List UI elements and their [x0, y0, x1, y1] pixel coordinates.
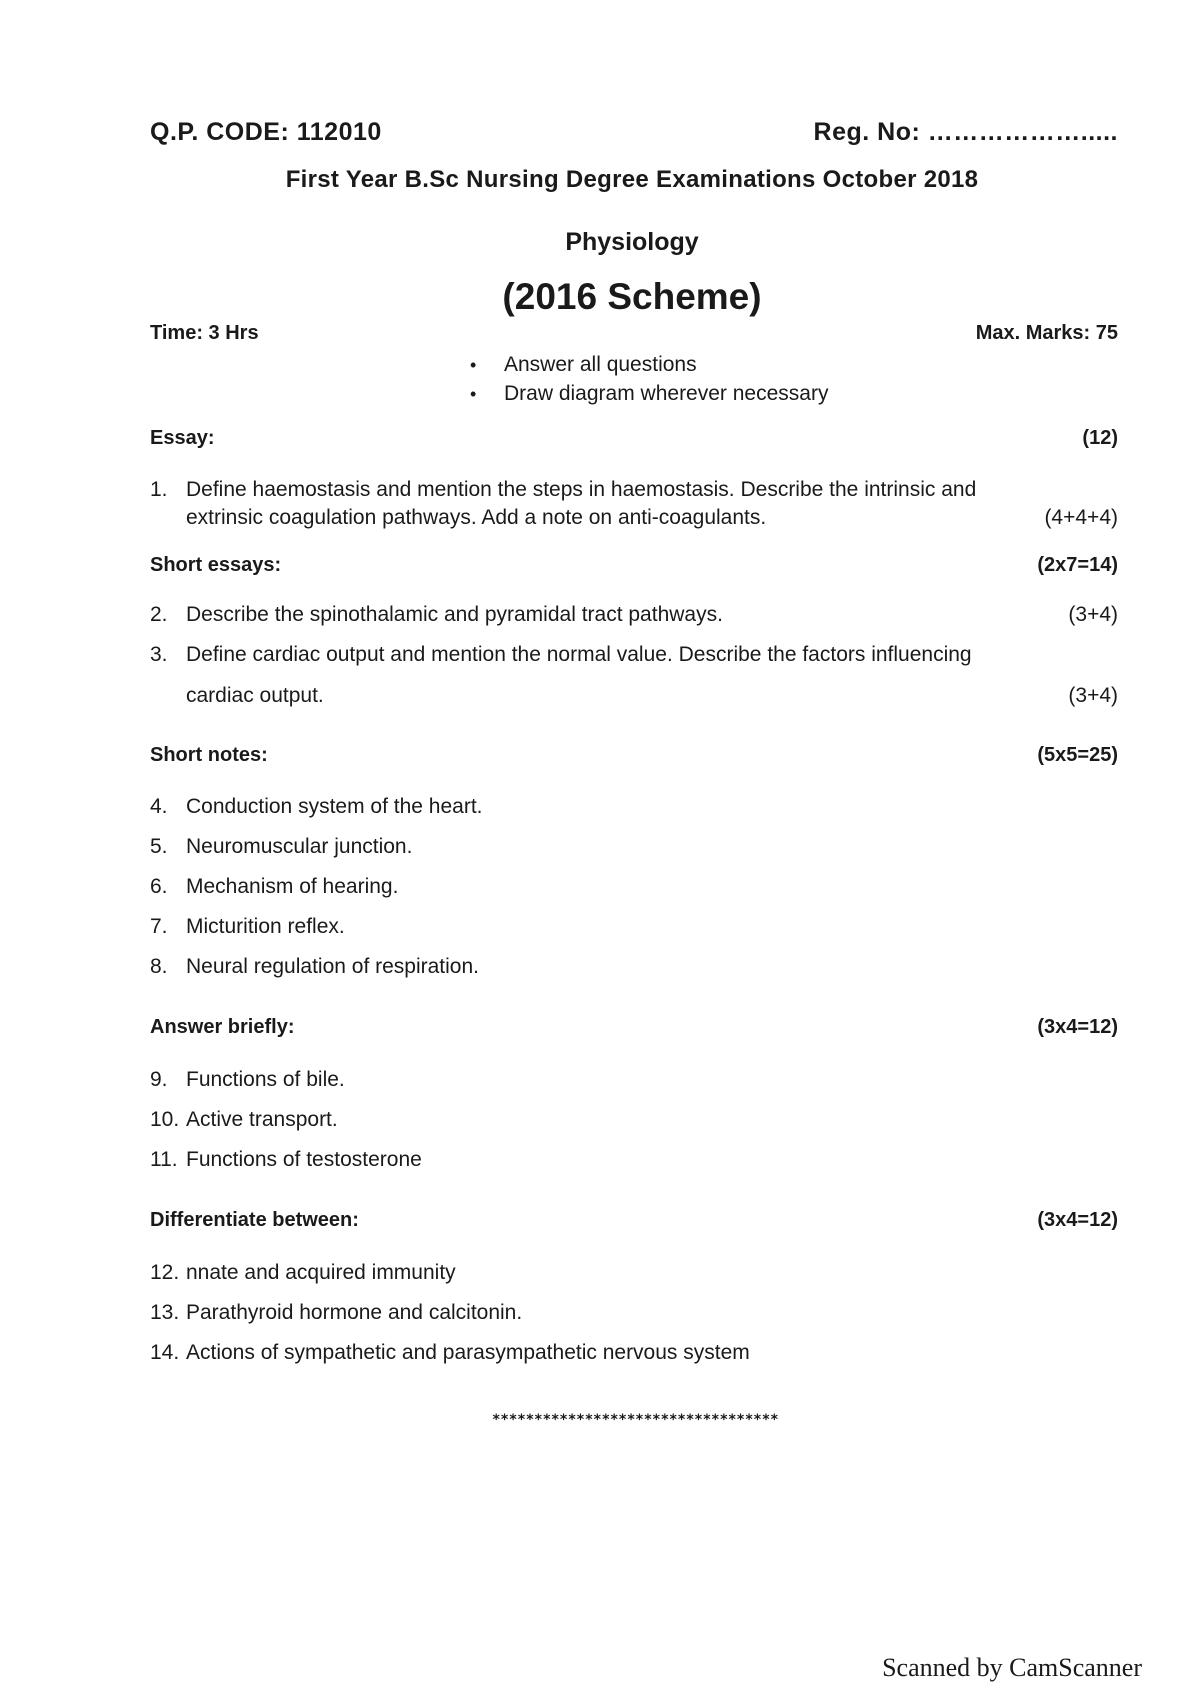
question-text: Conduction system of the heart. — [186, 795, 483, 818]
time-allowed: Time: 3 Hrs — [150, 322, 259, 344]
question-number: 13. — [150, 1301, 180, 1324]
bullet-icon: • — [470, 355, 477, 375]
question-number: 11. — [150, 1148, 178, 1171]
question-text: Neural regulation of respiration. — [186, 955, 479, 978]
section-title-essay: Essay: — [150, 427, 215, 449]
instructions-list — [470, 350, 828, 408]
question-number: 8. — [150, 955, 168, 978]
reg-no: Reg. No: ………………..... — [813, 118, 1118, 146]
section-marks-differentiate: (3x4=12) — [1037, 1209, 1118, 1231]
question-marks: (3+4) — [1068, 684, 1118, 707]
question-number: 9. — [150, 1068, 168, 1091]
question-text: Active transport. — [186, 1108, 338, 1131]
question-number: 3. — [150, 643, 168, 666]
scheme-title: (2016 Scheme) — [502, 276, 762, 317]
qp-code: Q.P. CODE: 112010 — [150, 118, 382, 146]
section-title-short-essays: Short essays: — [150, 554, 282, 576]
instruction-item — [470, 350, 828, 379]
question-text: extrinsic coagulation pathways. Add a note on anti-coagulants. — [186, 506, 767, 529]
question-number: 6. — [150, 875, 168, 898]
bullet-icon: • — [470, 384, 477, 404]
question-number: 10. — [150, 1108, 180, 1131]
question-number: 2. — [150, 603, 168, 626]
question-text: Describe the spinothalamic and pyramidal tract pathways. — [186, 603, 723, 626]
question-text: Neuromuscular junction. — [186, 835, 413, 858]
question-text: Functions of testosterone — [186, 1148, 422, 1171]
section-marks-short-essays: (2x7=14) — [1037, 554, 1118, 576]
question-number: 4. — [150, 795, 168, 818]
exam-title: First Year B.Sc Nursing Degree Examinations October 2018 — [285, 166, 979, 193]
question-text: cardiac output. — [186, 684, 324, 707]
section-title-short-notes: Short notes: — [150, 744, 268, 766]
section-marks-essay: (12) — [1082, 427, 1118, 449]
instruction-text: Draw diagram wherever necessary — [504, 382, 829, 405]
section-title-differentiate: Differentiate between: — [150, 1209, 359, 1231]
question-marks: (4+4+4) — [1044, 506, 1118, 529]
question-number: 5. — [150, 835, 168, 858]
end-marker: ********************************** — [492, 1412, 779, 1428]
section-marks-short-notes: (5x5=25) — [1037, 744, 1118, 766]
section-title-answer-briefly: Answer briefly: — [150, 1016, 295, 1038]
question-number: 7. — [150, 915, 168, 938]
question-text: nnate and acquired immunity — [186, 1261, 456, 1284]
question-number: 12. — [150, 1261, 180, 1284]
question-text: Mechanism of hearing. — [186, 875, 399, 898]
question-text: Define cardiac output and mention the normal value. Describe the factors influencing — [186, 643, 972, 666]
question-marks: (3+4) — [1068, 603, 1118, 626]
question-text: Actions of sympathetic and parasympathetic nervous system — [186, 1341, 750, 1364]
max-marks: Max. Marks: 75 — [975, 322, 1118, 344]
question-text: Define haemostasis and mention the steps in haemostasis. Describe the intrinsic and — [186, 478, 977, 501]
scanner-watermark: Scanned by CamScanner — [882, 1653, 1142, 1682]
instruction-item — [470, 379, 828, 408]
question-text: Parathyroid hormone and calcitonin. — [186, 1301, 523, 1324]
question-text: Micturition reflex. — [186, 915, 345, 938]
section-marks-answer-briefly: (3x4=12) — [1037, 1016, 1118, 1038]
subject-title: Physiology — [565, 228, 699, 256]
instruction-text: Answer all questions — [504, 353, 697, 376]
question-number: 14. — [150, 1341, 180, 1364]
question-text: Functions of bile. — [186, 1068, 345, 1091]
question-number: 1. — [150, 478, 168, 501]
